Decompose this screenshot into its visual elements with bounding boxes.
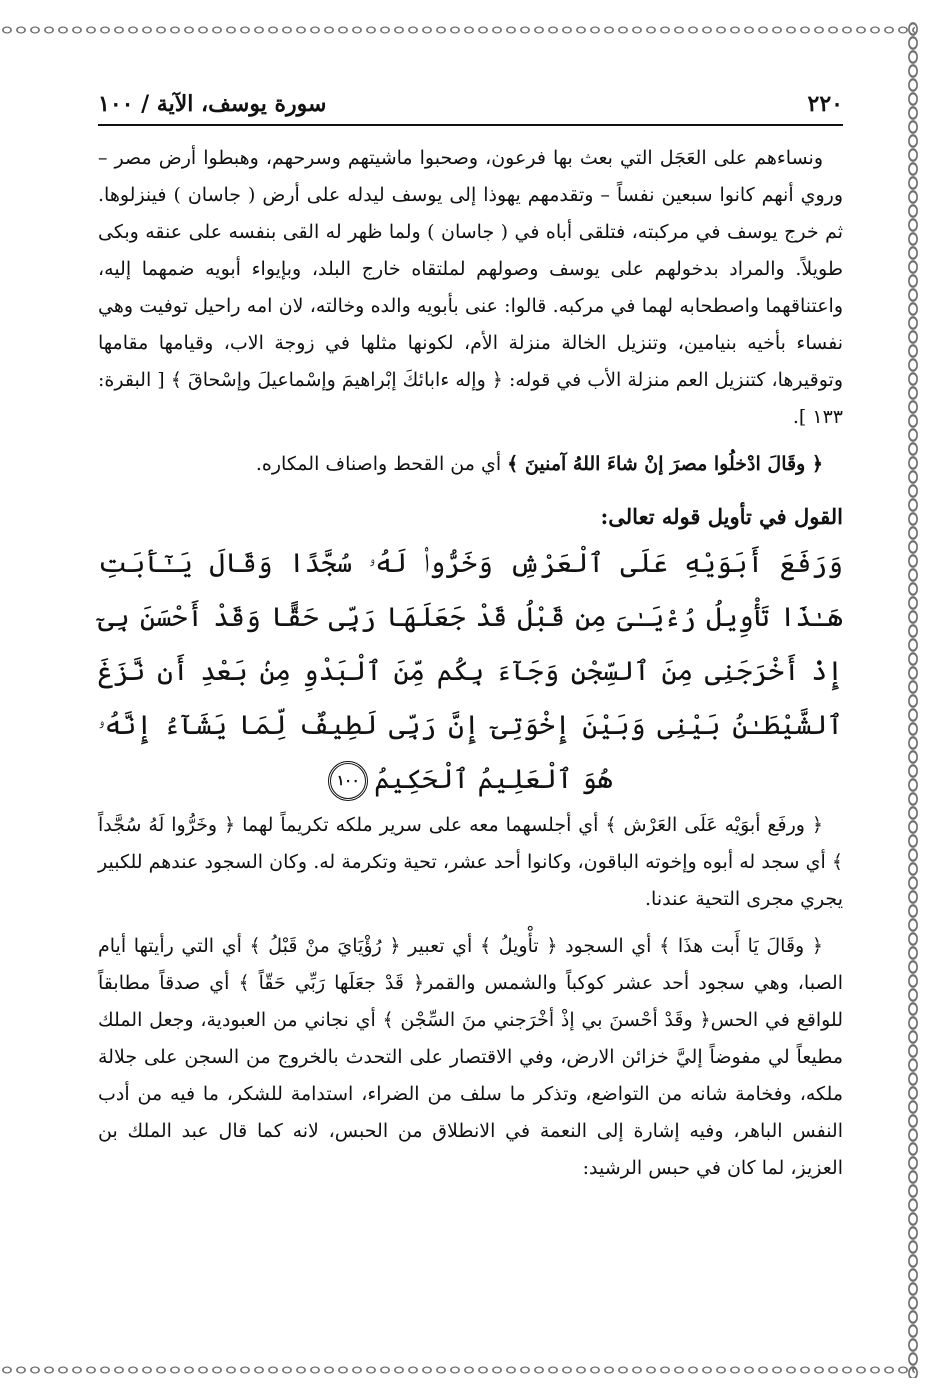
- paragraph-4: ﴿ وقَالَ يَا أَبت هذَا ﴾ أي السجود ﴿ تأْويلُ ﴾ أي تعبير ﴿ رُؤْيَايَ منْ قَبْلُ ﴾ أي التي رأيتها أيام الصبا، وهي سجود أحد عشر كوكباً والشمس والقمر﴿ قَدْ جعَلَها رَبِّي حَقّاً ﴾ أي صدقاً مطابقاً للواقع في الحس﴿ وقَدْ أحْسنَ بي إذْ أخْرَجني منَ السِّجْن ﴾ أي نجاني من العبودية، وجعل الملك مطيعاً لي مفوضاً إليَّ خزائن الارض، وفي الاقتصار على التحدث بالخروج من السجن على جلالة ملكه، وفخامة شانه من التواضع، وتذكر ما سلف من الضراء، استدامة للشكر، ما فيه من أدب النفس الباهر، وفيه إشارة إلى النعمة في الانطلاق من الحبس، لانه كما قال عبد الملك بن العزيز، لما كان في حبس الرشيد:: [98, 935, 843, 1179]
- ayah-number-marker: ١٠٠: [328, 761, 368, 801]
- page-body: [98, 140, 843, 1187]
- paragraph-2: [98, 446, 843, 483]
- decorative-border-bottom: [0, 1362, 915, 1378]
- decorative-border-top: [0, 22, 915, 38]
- running-title: سورة يوسف، الآية / ١٠٠: [98, 91, 327, 117]
- decorative-border-right: [905, 22, 921, 1378]
- page-number: ٢٢٠: [807, 91, 843, 117]
- paragraph-2-text: أي من القحط واصناف المكاره.: [255, 453, 508, 475]
- paragraph-3: ﴿ ورفَع أبوَيْه عَلَى العَرْش ﴾ أي أجلسهما معه على سرير ملكه تكريماً لهما ﴿ وخَرُّوا لَهُ سُجَّداً ﴾ أي سجد له أبوه وإخوته الباقون، وكانوا أحد عشر، تحية وتكرمة له. وكان السجود عندهم للكبير يجري مجرى التحية عندنا.: [98, 814, 843, 910]
- quran-verse: وَرَفَعَ أَبَوَيْهِ عَلَى ٱلْعَرْشِ وَخَرُّوا۟ لَهُۥ سُجَّدًا وَقَالَ يَـٰٓأَبَتِ هَـٰذَا تَأْوِيلُ رُءْيَـٰىَ مِن قَبْلُ قَدْ جَعَلَهَا رَبِّى حَقًّا وَقَدْ أَحْسَنَ بِىٓ إِذْ أَخْرَجَنِى مِنَ ٱلسِّجْنِ وَجَآءَ بِكُم مِّنَ ٱلْبَدْوِ مِنۢ بَعْدِ أَن نَّزَغَ ٱلشَّيْطَـٰنُ بَيْنِى وَبَيْنَ إِخْوَتِىٓ إِنَّ رَبِّى لَطِيفٌ لِّمَا يَشَآءُ إِنَّهُۥ هُوَ ٱلْعَلِيمُ ٱلْحَكِيمُ: [98, 548, 843, 795]
- verse-block: [98, 537, 843, 807]
- header-rule: [98, 124, 843, 126]
- section-heading: القول في تأويل قوله تعالى:: [600, 504, 843, 529]
- paragraph-1: ونساءهم على العَجَل التي بعث بها فرعون، وصحبوا ماشيتهم وسرحهم، وهبطوا أرض مصر – وروي أنهم كانوا سبعين نفساً – وتقدمهم يهوذا إلى يوسف ليدله على أرض ( جاسان ) فينزلوها. ثم خرج يوسف في مركبته، فتلقى أباه في ( جاسان ) ولما ظهر له القى بنفسه على عنقه وبكى طويلاً. والمراد بدخولهم على يوسف وصولهم لملتقاه خارج البلد، وبإيواء أبويه ضمهما إليه، واعتناقهما واصطحابه لهما في مركبه. قالوا: عنى بأبويه والده وخالته، لان امه راحيل توفيت وهي نفساء بأخيه بنيامين، وتنزيل الخالة منزلة الأم، لكونها مثلها في زوجة الاب، وقيامها مقامها وتوقيرها، كتنزيل العم منزلة الأب في قوله: ﴿ وإله ءابائكَ إبْراهيمَ وإسْماعيلَ وإسْحاقَ ﴾ [ البقرة: ١٣٣ ].: [98, 147, 843, 428]
- quran-quote: ﴿ وقَالَ ادْخلُوا مصرَ إنْ شاءَ اللهُ آمنينَ ﴾: [507, 453, 823, 475]
- page-header: [98, 86, 843, 122]
